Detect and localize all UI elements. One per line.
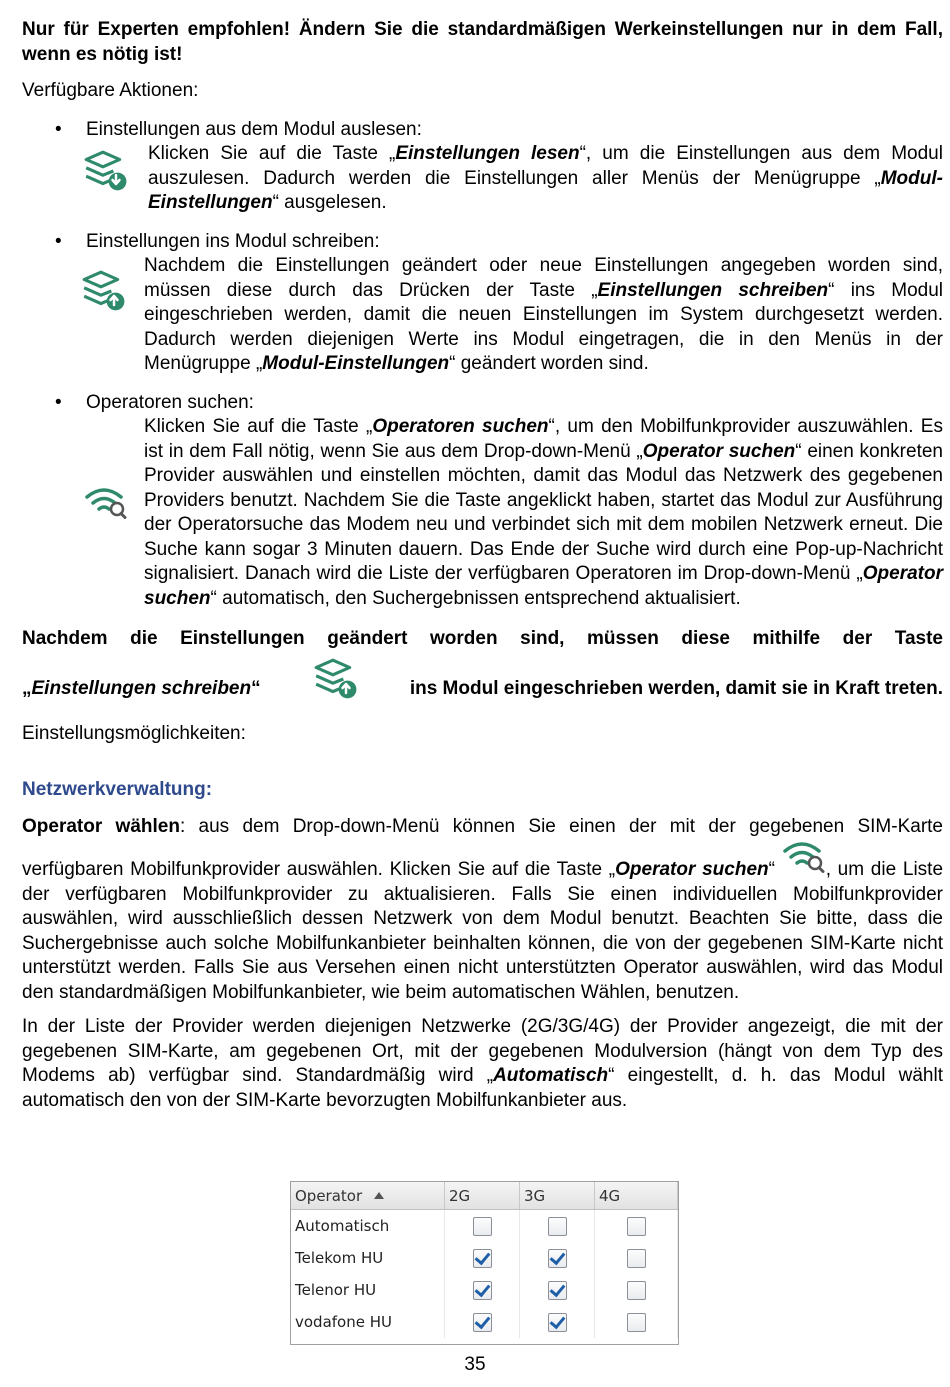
network-checkbox-4g[interactable] (627, 1217, 646, 1236)
network-checkbox-2g[interactable] (473, 1249, 492, 1268)
operator-name: Telenor HU (291, 1274, 445, 1306)
action-heading: Operatoren suchen: (86, 391, 254, 413)
available-actions-label: Verfügbare Aktionen: (22, 80, 199, 101)
operator-name: Telekom HU (291, 1242, 445, 1274)
settings-options-label: Einstellungsmöglichkeiten: (22, 722, 246, 744)
action-read-settings (22, 118, 943, 216)
network-checkbox-3g[interactable] (548, 1281, 567, 1300)
column-header-3g[interactable]: 3G (520, 1182, 595, 1210)
default-value-automatic: Automatisch (493, 1065, 609, 1086)
network-checkbox-2g[interactable] (473, 1313, 492, 1332)
document-page (22, 18, 943, 1113)
operator-name: Automatisch (291, 1210, 445, 1243)
action-write-settings (22, 230, 943, 377)
bullet: • (55, 391, 62, 413)
button-name-search-operators: Operatoren suchen (372, 416, 549, 437)
layers-download-icon (82, 150, 128, 192)
action-heading: Einstellungen ins Modul schreiben: (86, 230, 380, 252)
menu-group-name: Modul-Einstellungen (148, 167, 943, 213)
action-description: Klicken Sie auf die Taste „Operatoren suchen“, um den Mobilfunkprovider auszuwählen. Es ist in dem Fall nötig, wenn Sie aus dem Drop-down-Menü „Operator suchen“ einen konkreten Provider auswählen und einstellen möchten, damit das Modul das Netzwerk des gegebenen Providers benutzt. Nachdem Sie die Taste angeklickt haben, startet das Modul zur Ausführung der Operatorsuche das Modem neu und verbindet sich mit dem mobilen Netzwerk erneut. Die Suche kann sogar 3 Minuten dauern. Das Ende der Suche wird durch eine Pop-up-Nachricht signalisiert. Danach wird die Liste der verfügbaren Operatoren im Drop-down-Menü „Operator suchen“ automatisch, den Suchergebnissen entsprechend aktualisiert. (22, 415, 943, 611)
bullet: • (55, 230, 62, 252)
operator-select-paragraph: Operator wählen: aus dem Drop-down-Menü können Sie einen der mit der gegebenen SIM-Karte verfügbaren Mobilfunkprovider auswählen. Klicken Sie auf die Taste „Operator suchen“ , um die Liste der verfügbaren Mobilfunkprovider zu aktualisieren. Falls Sie einen individuellen Mobilfunkprovider auswählen, wird ausschließlich dessen Netzwerk von dem Modul benutzt. Beachten Sie bitte, dass die Suchergebnisse auch solche Mobilfunkanbieter beinhalten können, die von der gegebenen SIM-Karte nicht unterstützt werden. Falls Sie aus Versehen einen nicht unterstützten Operator auswählen, wird das Modul den standardmäßigen Mobilfunkanbieter, wie beim automatischen Wählen, benutzen. (22, 815, 944, 1003)
table-row[interactable] (291, 1210, 678, 1243)
write-settings-note: Nachdem die Einstellungen geändert worden sind, müssen diese mithilfe der Taste „Einstellungen schreiben“ ins Modul eingeschrieben werden, damit sie in Kraft treten. (22, 628, 943, 699)
action-heading-row (22, 118, 943, 143)
page-number: 35 (464, 1354, 486, 1375)
dropdown-name: Operator suchen (642, 440, 796, 462)
button-name-write-settings: Einstellungen schreiben (597, 279, 829, 301)
table-row[interactable] (291, 1306, 678, 1338)
network-checkbox-3g[interactable] (548, 1249, 567, 1268)
expert-warning: Nur für Experten empfohlen! Ändern Sie die standardmäßigen Werkeinstellungen nur in dem Fall, wenn es nötig ist! (22, 19, 943, 65)
operator-name: vodafone HU (291, 1306, 445, 1338)
network-checkbox-3g[interactable] (548, 1217, 567, 1236)
sort-ascending-icon (374, 1192, 384, 1199)
button-name-search-operator: Operator suchen (615, 859, 769, 880)
network-checkbox-4g[interactable] (627, 1249, 646, 1268)
column-header-operator[interactable]: Operator (291, 1182, 445, 1210)
button-name-read-settings: Einstellungen lesen (395, 143, 580, 164)
operator-table (290, 1181, 679, 1345)
network-checkbox-3g[interactable] (548, 1313, 567, 1332)
wifi-search-icon (84, 485, 128, 519)
dropdown-name: Operator suchen (144, 563, 943, 609)
layers-upload-icon (312, 658, 358, 700)
section-title: Netzwerkverwaltung: (22, 779, 213, 800)
button-name-write-settings: Einstellungen schreiben (31, 678, 252, 699)
column-header-4g[interactable]: 4G (595, 1182, 678, 1210)
table-header-row (291, 1182, 678, 1210)
table-row[interactable] (291, 1242, 678, 1274)
network-checkbox-4g[interactable] (627, 1281, 646, 1300)
action-description: Nachdem die Einstellungen geändert oder neue Einstellungen angegeben worden sind, müssen diese durch das Drücken der Taste „Einstellungen schreiben“ ins Modul eingeschrieben werden, damit die neuen Einstellungen im System durchgesetzt werden. Dadurch werden diejenigen Werte ins Modul eingetragen, die in den Menüs in der Menügruppe „Modul-Einstellungen“ geändert worden sind. (22, 254, 943, 377)
menu-group-name: Modul-Einstellungen (262, 353, 450, 374)
table-row[interactable] (291, 1274, 678, 1306)
layers-upload-icon (80, 270, 126, 312)
wifi-search-icon (782, 839, 826, 873)
network-checkbox-2g[interactable] (473, 1217, 492, 1236)
action-heading-row (22, 230, 943, 255)
term-operator-select: Operator wählen (22, 815, 180, 837)
network-checkbox-4g[interactable] (627, 1313, 646, 1332)
provider-list-paragraph: In der Liste der Provider werden diejenigen Netzwerke (2G/3G/4G) der Provider angezeigt, die mit der gegebenen SIM-Karte, am gegebenen Ort, mit der gegebenen Modulversion (hängt von dem Typ des Modems ab) verfügbar sind. Standardmäßig wird „Automatisch“ eingestellt, d. h. das Modul wählt automatisch den von der SIM-Karte bevorzugten Mobilfunkanbieter aus. (22, 1016, 943, 1111)
action-heading-row (22, 391, 943, 416)
column-header-2g[interactable]: 2G (445, 1182, 520, 1210)
action-search-operators (22, 391, 943, 612)
action-heading: Einstellungen aus dem Modul auslesen: (86, 118, 422, 140)
network-checkbox-2g[interactable] (473, 1281, 492, 1300)
bullet: • (55, 118, 62, 140)
action-description: Klicken Sie auf die Taste „Einstellungen lesen“, um die Einstellungen aus dem Modul auszulesen. Dadurch werden die Einstellungen aller Menüs der Menügruppe „Modul-Einstellungen“ ausgelesen. (22, 142, 943, 216)
